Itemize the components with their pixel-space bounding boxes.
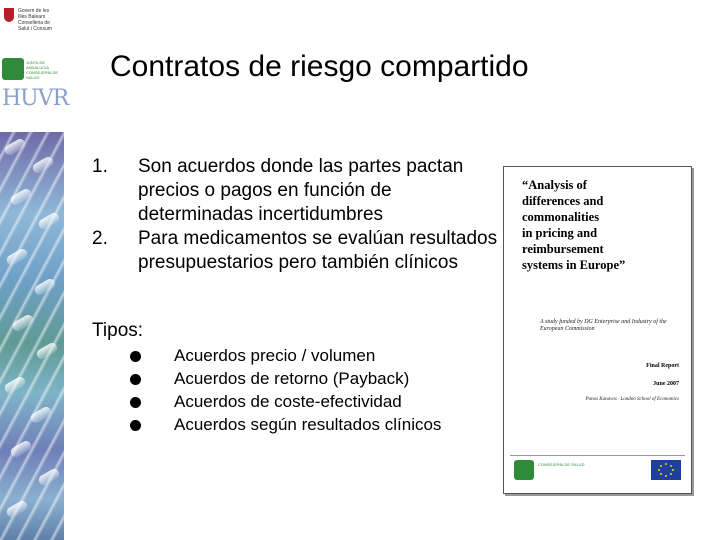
- report-final-label: Final Report: [646, 363, 679, 369]
- pill-icon: [3, 137, 27, 157]
- report-title: “Analysis of differences and commonalities in pricing and reimbursement systems in Europe”: [522, 178, 626, 272]
- pill-icon: [37, 211, 61, 231]
- numbered-item: [92, 227, 502, 275]
- pill-icon: [3, 375, 27, 395]
- item-text: Son acuerdos donde las partes pactan precios o pagos en función de determinadas incertidumbres: [138, 156, 464, 225]
- item-text: Para medicamentos se evalúan resultados presupuestarios pero también clínicos: [138, 228, 498, 273]
- pill-icon: [5, 499, 29, 519]
- pill-icon: [5, 247, 29, 267]
- huvr-logo: [2, 86, 69, 124]
- bullet-text: Acuerdos según resultados clínicos: [174, 415, 442, 434]
- eu-flag-icon: [651, 460, 681, 480]
- bullet-text: Acuerdos de coste-efectividad: [174, 392, 402, 411]
- pill-icon: [31, 155, 55, 175]
- huvr-logo-text: HUVR: [2, 86, 69, 111]
- tipos-heading: Tipos:: [92, 320, 144, 341]
- report-cover-image: [503, 166, 692, 494]
- junta-andalucia-logo: [2, 58, 62, 80]
- junta-emblem-icon: [514, 460, 534, 480]
- bullet-icon: [130, 374, 141, 385]
- pills-decorative-image: [0, 132, 64, 540]
- bullet-icon: [130, 397, 141, 408]
- report-authors: Panos Kanavos · London School of Economics: [585, 397, 679, 402]
- pill-icon: [37, 467, 61, 487]
- junta-logo-text: JUNTA DE ANDALUCIA CONSEJERÍA DE SALUD: [26, 60, 59, 80]
- pill-icon: [33, 277, 57, 297]
- sidebar: [0, 0, 69, 540]
- pill-icon: [11, 313, 35, 333]
- item-number: 2.: [92, 228, 108, 249]
- bullet-text: Acuerdos precio / volumen: [174, 346, 376, 365]
- footer-text: CONSEJERÍA DE SALUD: [538, 462, 585, 467]
- bullet-icon: [130, 420, 141, 431]
- coat-of-arms-icon: [4, 8, 14, 22]
- logo-block: [0, 0, 69, 130]
- report-footer: [510, 455, 685, 486]
- report-date: June 2007: [653, 381, 679, 387]
- govern-logo-text: Govern de les Illes Balears Conselleria de Salut i Consum: [18, 8, 52, 32]
- pill-icon: [9, 439, 33, 459]
- slide-title: Contratos de riesgo compartido: [110, 50, 529, 83]
- bullet-text: Acuerdos de retorno (Payback): [174, 369, 410, 388]
- pill-icon: [29, 405, 53, 425]
- govern-illes-balears-logo: [4, 8, 56, 52]
- report-study-text: A study funded by DG Enterprise and Industry of the European Commission: [540, 319, 667, 332]
- item-number: 1.: [92, 156, 108, 177]
- pill-icon: [35, 341, 59, 361]
- numbered-item: [92, 155, 502, 227]
- numbered-list: [92, 155, 502, 275]
- junta-emblem-icon: [2, 58, 24, 80]
- bullet-icon: [130, 351, 141, 362]
- pill-icon: [9, 187, 33, 207]
